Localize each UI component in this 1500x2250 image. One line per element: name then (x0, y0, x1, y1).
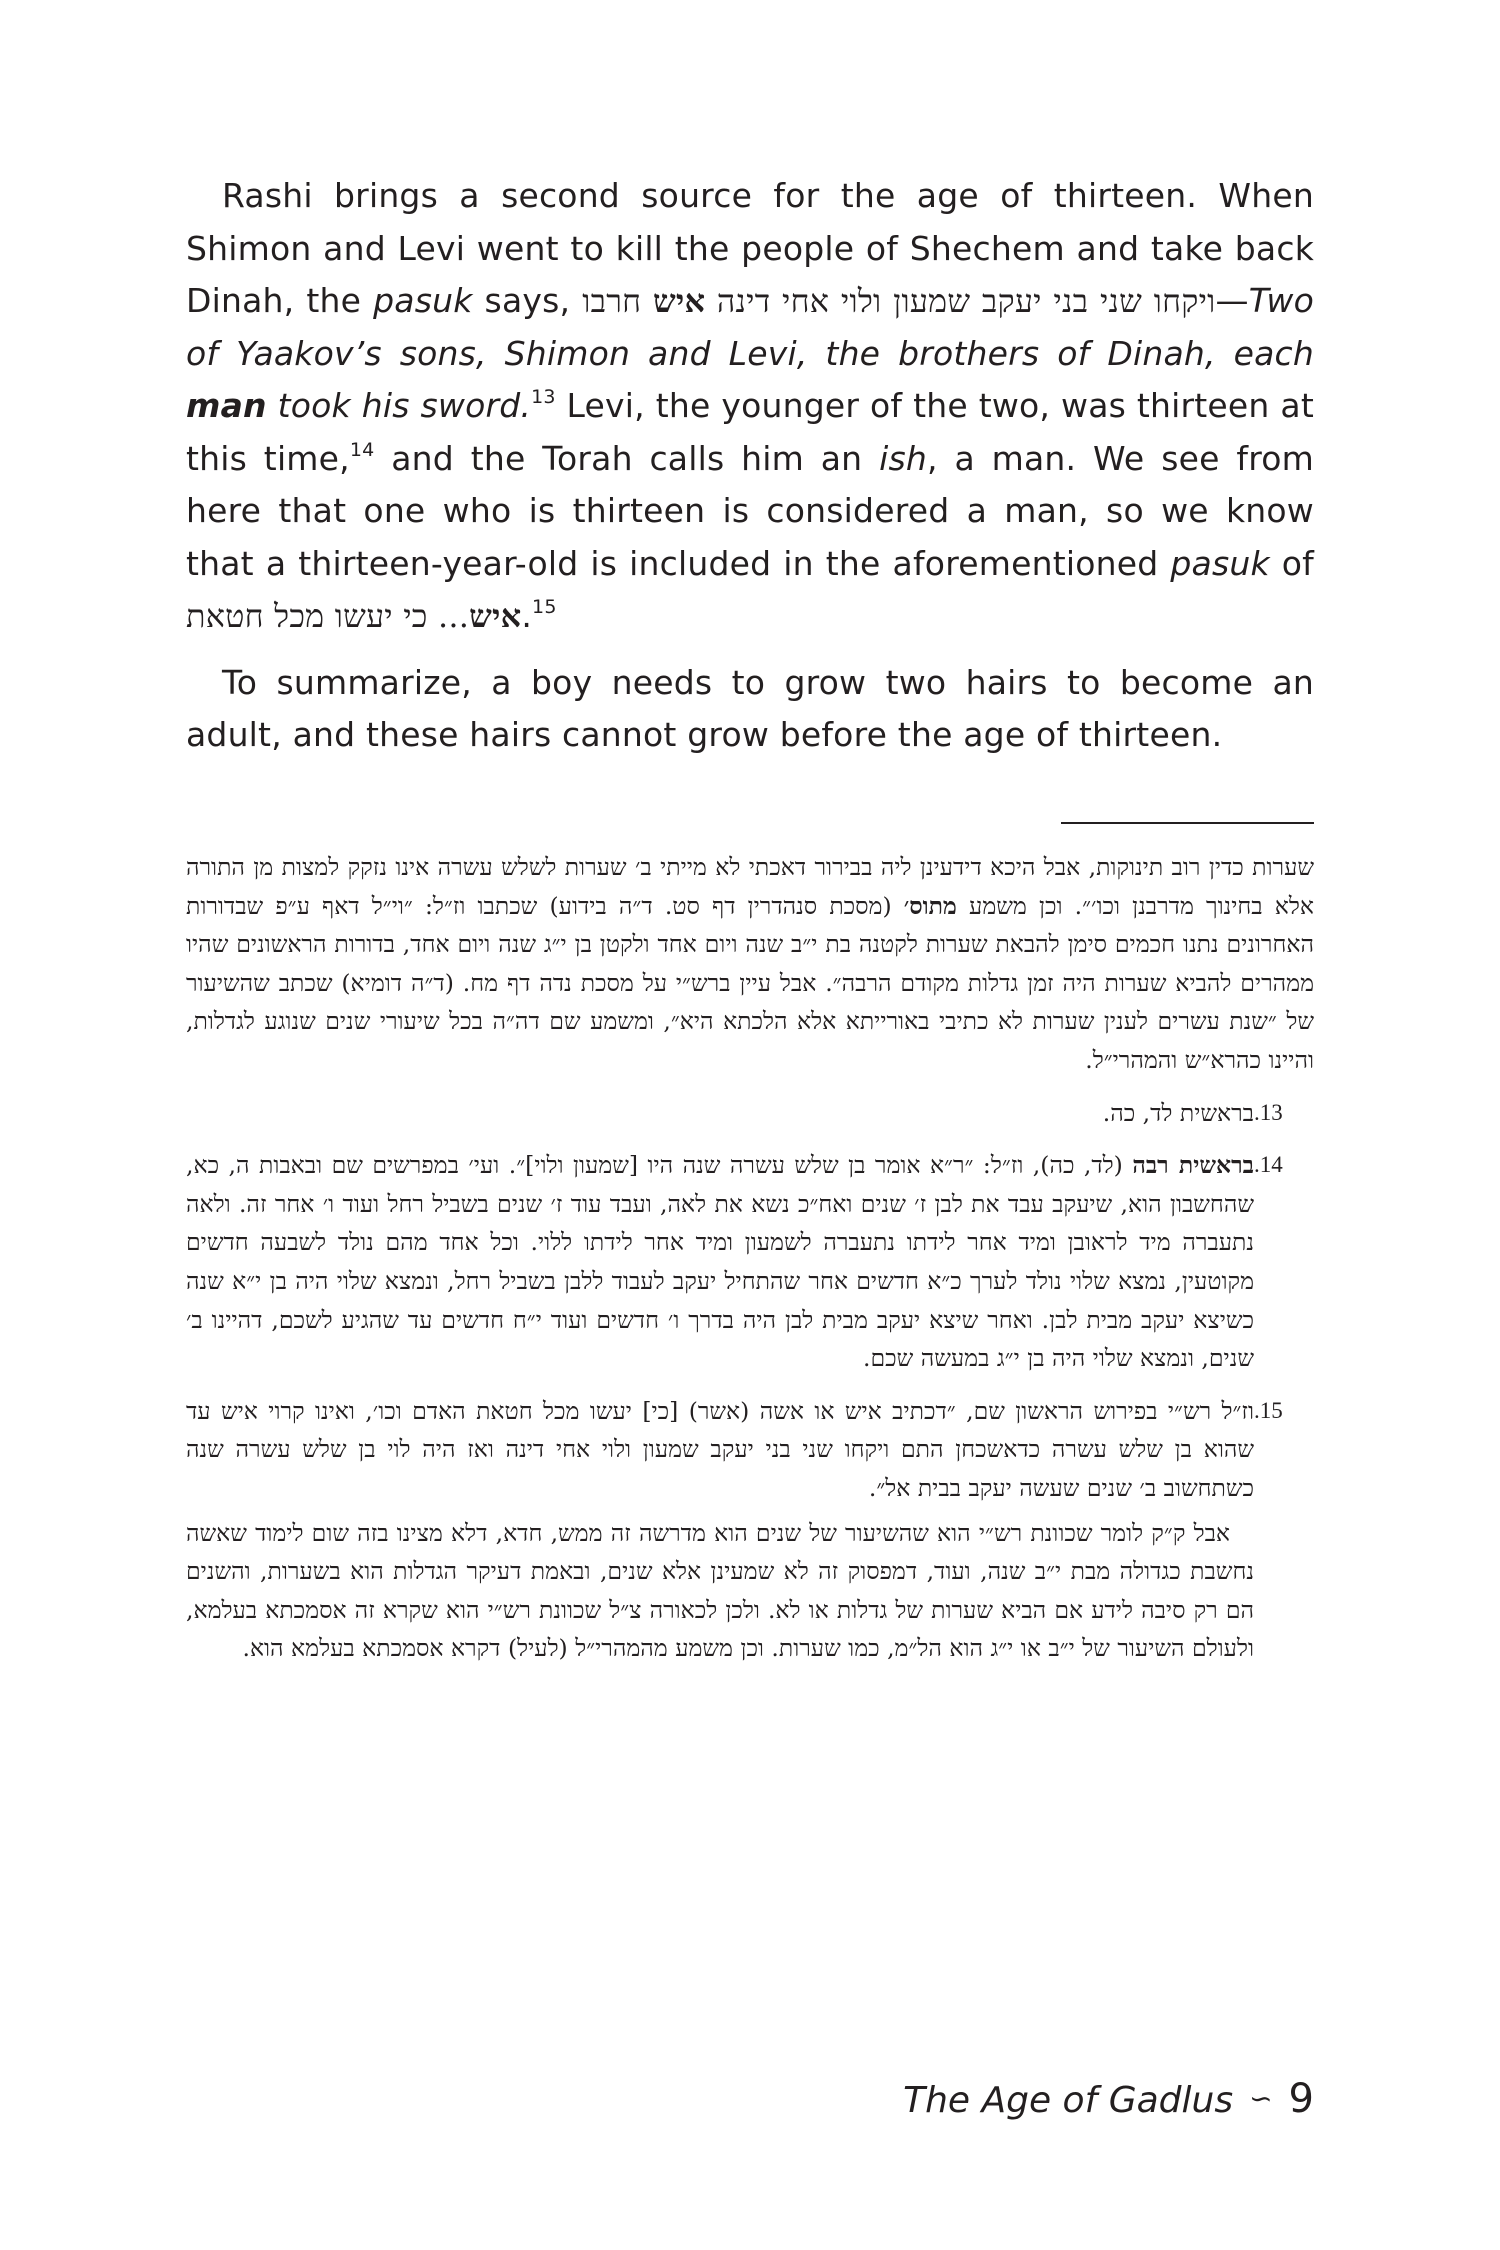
footnote-13 (186, 1094, 1314, 1133)
footnote-text: (מסכת סנהדרין דף סט. ד״ה בידוע) שכתבו וז״ל: ״וי״ל דאף ע״פ שבדורות האחרונים נתנו חכמים סימן להבאת שערות לקטנה בת י״ב שנה ויום אחד ולקטן בן י״ג שנה ויום אחד, בדורות הראשונים שהיו ממהרים להביא שערות היה זמן גדלות מקודם הרבה״. אבל עיין ברש״י על מסכת נדה דף מח. (ד״ה דומיא) שכתב שהשיעור של ״שנת עשרים לענין שערות לא כתיבי באורייתא אלא הלכתא היא״, ומשמע שם דה״ה בכל שיעורי שנים שנוגע לגדלות, והיינו כהרא״ש והמהרי״ל. (186, 891, 1314, 1074)
text-run: of (1269, 543, 1315, 583)
italic-term: ish (879, 438, 927, 478)
ornament-icon: ∽ (1249, 2082, 1273, 2115)
italic-term: pasuk (373, 281, 473, 320)
em-dash: — (1215, 281, 1249, 320)
footnote-ref-13[interactable]: 13 (531, 386, 556, 408)
main-text (186, 170, 1314, 762)
text-run: Rashi brings a second source for the age of thirteen. When Shimon and Levi went to kill the people of Shechem and take back Dinah, the (186, 176, 1314, 320)
footnote-text: וז״ל רש״י בפירוש הראשון שם, ״דכתיב איש או אשה (אשר) [כי] יעשו מכל חטאת האדם וכו׳, ואינו קרוי איש עד שהוא בן שלש עשרה כדאשכחן התם ויקחו שני בני יעקב שמעון ולוי אחי דינה ואז היה לוי בן שלש עשרה שנה כשתחשוב ב׳ שנים שעשה יעקב בבית אל״. (186, 1396, 1254, 1502)
footnote-continuation (186, 848, 1314, 1080)
footnote-number: .13 (1254, 1099, 1283, 1125)
italic-term: pasuk (1170, 543, 1270, 583)
hebrew-text: חרבו (582, 282, 653, 320)
paragraph-1 (186, 170, 1314, 643)
footnote-body (186, 1392, 1254, 1668)
footnote-separator (1061, 822, 1314, 824)
text-run: says, (472, 281, 583, 320)
footnote-14 (186, 1146, 1314, 1378)
hebrew-text: ויקחו שני בני יעקב שמעון ולוי אחי דינה (705, 282, 1216, 320)
page-number: 9 (1288, 2076, 1314, 2122)
footnote-body (186, 1146, 1254, 1378)
footnote-bold: בראשית רבה (1132, 1151, 1254, 1180)
text-run: and the Torah calls him an (374, 438, 880, 478)
translation-bold: man (186, 386, 267, 425)
hebrew-bold: איש (469, 597, 522, 635)
running-footer (903, 2076, 1314, 2122)
translation-text: took his sword. (266, 386, 532, 425)
footnote-text: (לד, כה), וז״ל: ״ר״א אומר בן שלש עשרה שנה היו [שמעון ולוי]״. ועי׳ במפרשים שם ובאבות ה, כא, שהחשבון הוא, שיעקב עבד את לבן ז׳ שנים ואח״כ נשא את לאה, ועבד עוד ז׳ שנים בשביל רחל ועוד ו׳ אחר זה. ולאה נתעברה מיד לראובן ומיד אחר לידתו נתעברה לשמעון ומיד אחר לידתו ללוי. וכל אחד מהם נולד לשבעה חדשים מקוטעין, נמצא שלוי נולד לערך כ״א חדשים אחר שהתחיל יעקב לעבוד ללבן בשביל רחל, ונמצא שלוי היה בן י״א שנה כשיצא יעקב מבית לבן. ואחר שיצא יעקב מבית לבן היה בדרך ו׳ חדשים ועוד י״ח חדשים עד שהגיע לשכם, דהיינו ב׳ שנים, ונמצא שלוי היה בן י״ג במעשה שכם. (186, 1151, 1254, 1373)
hebrew-bold: איש (653, 282, 706, 320)
footnote-text: בראשית לד, כה. (1102, 1098, 1254, 1127)
text-run: , a man. We see from here that one who is thirteen is considered a man, so we know that a thirteen-year-old is included in the aforementioned (186, 438, 1314, 583)
running-title: The Age of Gadlus (903, 2080, 1234, 2121)
hebrew-quote (582, 282, 1215, 320)
footnote-paragraph: אבל ק״ק לומר שכוונת רש״י הוא שהשיעור של שנים הוא מדרשה זה ממש, חדא, דלא מצינו בזה שום לימוד שאשה נחשבת כגדולה מבת י״ב שנה, ועוד, דמפסוק זה לא שמעינן אלא שנים, ובאמת דעיקר הגדלות הוא בשערות, והשנים הם רק סיבה לידע אם הביא שערות של גדלות או לא. ולכן לכאורה צ״ל שכוונת רש״י הוא שקרא זה אסמכתא בעלמא, ולעולם השיעור של י״ב או י״ג הוא הל״מ, כמו שערות. וכן משמע מהמהרי״ל (לעיל) דקרא אסמכתא בעלמא הוא. (186, 1518, 1254, 1663)
hebrew-quote (186, 597, 521, 635)
text-run: Levi, the younger of the two, was thirteen at this time, (186, 386, 1314, 478)
footnote-number: .15 (1254, 1397, 1283, 1423)
translation-text: Two of Yaakov’s sons, Shimon and Levi, the brothers of Dinah, each (186, 281, 1314, 373)
footnote-ref-14[interactable]: 14 (349, 438, 375, 461)
footnote-number: .14 (1254, 1152, 1283, 1178)
hebrew-text: ... כי יעשו מכל חטאת (186, 597, 470, 635)
paragraph-2: To summarize, a boy needs to grow two hairs to become an adult, and these hairs cannot grow before the age of thirteen. (186, 662, 1314, 754)
footnote-bold: מתוס׳ (903, 891, 957, 920)
footnotes (186, 848, 1314, 1682)
footnote-text: שערות כדין רוב תינוקות, אבל היכא דידעינן ליה בבירור דאכתי לא מייתי ב׳ שערות לשלש עשרה אינו נזקק למצות מן התורה אלא בחינוך מדרבנן וכו׳״. וכן משמע (186, 853, 1314, 920)
footnote-15 (186, 1392, 1314, 1668)
footnote-ref-15[interactable]: 15 (532, 596, 557, 618)
text-run: . (521, 596, 533, 635)
